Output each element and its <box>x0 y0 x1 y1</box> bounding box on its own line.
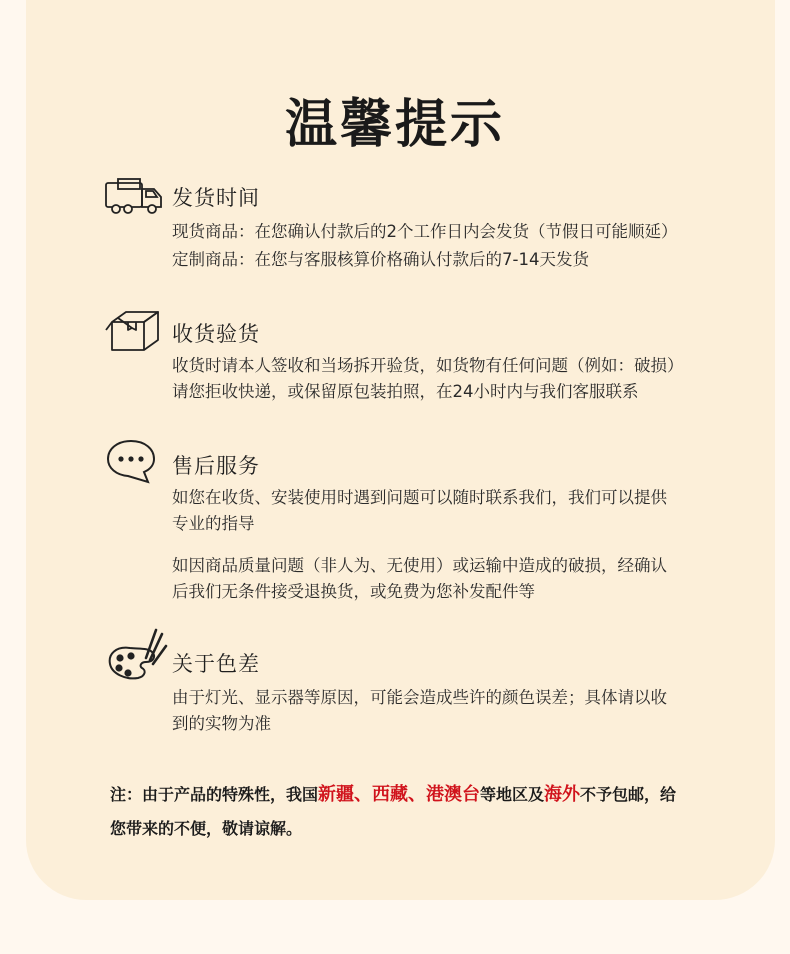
receiving-line-1: 收货时请本人签收和当场拆开验货，如货物有任何问题（例如：破损） <box>172 356 684 375</box>
section-title-after-sales: 售后服务 <box>172 454 260 478</box>
paint-palette-icon <box>106 624 170 682</box>
note-line-1 <box>110 780 730 806</box>
shipping-line-1: 现货商品：在您确认付款后的2个工作日内会发货（节假日可能顺延） <box>172 222 678 241</box>
receiving-line-2: 请您拒收快递，或保留原包装拍照，在24小时内与我们客服联系 <box>172 382 639 401</box>
package-box-icon <box>104 308 160 354</box>
after-sales-line-3: 如因商品质量问题（非人为、无使用）或运输中造成的破损，经确认 <box>172 556 667 575</box>
note-line-2: 您带来的不便，敬请谅解。 <box>110 819 303 838</box>
note-prefix: 注：由于产品的特殊性，我国 <box>110 785 319 804</box>
note-region-tibet: 西藏 <box>372 784 409 805</box>
section-title-shipping: 发货时间 <box>172 186 260 210</box>
note-separator: 、 <box>354 784 373 805</box>
after-sales-line-1: 如您在收货、安装使用时遇到问题可以随时联系我们，我们可以提供 <box>172 488 667 507</box>
note-region-hk-macau-taiwan: 港澳台 <box>426 784 481 805</box>
shipping-note <box>110 780 730 839</box>
section-title-receiving: 收货验货 <box>172 322 260 346</box>
section-receiving <box>104 308 724 408</box>
after-sales-line-4: 后我们无条件接受退换货，或免费为您补发配件等 <box>172 582 535 601</box>
note-region-overseas: 海外 <box>544 784 581 805</box>
after-sales-line-2: 专业的指导 <box>172 514 255 533</box>
color-difference-line-1: 由于灯光、显示器等原因，可能会造成些许的颜色误差；具体请以收 <box>172 688 667 707</box>
section-color-difference <box>104 624 724 734</box>
note-separator: 、 <box>408 784 427 805</box>
section-title-color-difference: 关于色差 <box>172 652 260 676</box>
section-after-sales <box>104 438 724 608</box>
note-mid: 等地区及 <box>480 785 545 804</box>
page-title: 温馨提示 <box>284 95 505 155</box>
chat-bubble-icon <box>104 438 158 484</box>
shipping-line-2: 定制商品：在您与客服核算价格确认付款后的7-14天发货 <box>172 250 589 269</box>
color-difference-line-2: 到的实物为准 <box>172 714 271 733</box>
note-suffix: 不予包邮，给 <box>580 785 677 804</box>
truck-icon <box>104 172 164 222</box>
section-shipping <box>104 172 724 272</box>
note-region-xinjiang: 新疆 <box>318 784 355 805</box>
